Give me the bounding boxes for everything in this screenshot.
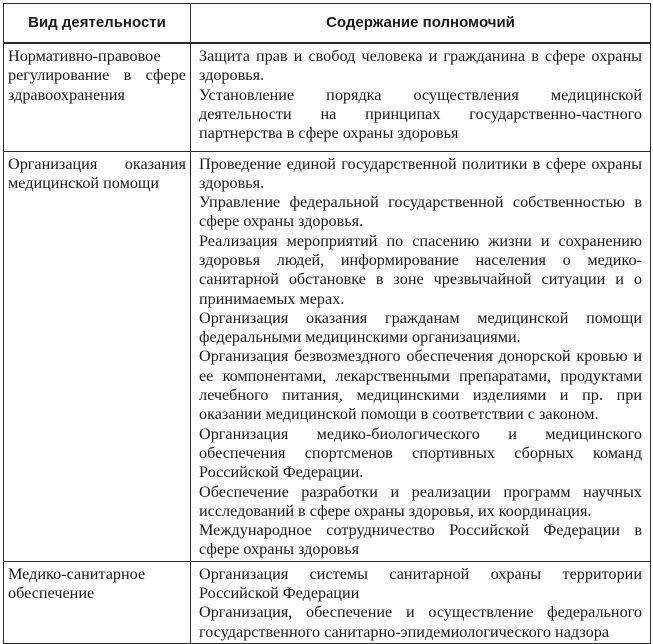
activity-cell (4, 561, 191, 643)
content-item: Организация системы санитарной охраны территории Российской Федерации (199, 564, 642, 603)
table-row (4, 151, 651, 561)
content-cell (191, 561, 651, 643)
content-item: Установление порядка осуществления медицинской деятельности на принципах государственно-частного партнерства в сфере охраны здоровья (199, 85, 642, 143)
activity-cell (4, 43, 191, 151)
activity-cell (4, 151, 191, 561)
content-item: Организация оказания гражданам медицинской помощи федеральными медицинскими организациями. (199, 308, 642, 347)
content-item: Международное сотрудничество Российской Федерации в сфере охраны здоровья (199, 521, 642, 559)
content-item: Проведение единой государственной политики в сфере охраны здоровья. (199, 154, 642, 192)
table-row (4, 43, 651, 151)
activity-label: Медико-санитарное обеспечение (8, 564, 146, 603)
content-item: Реализация мероприятий по спасению жизни и сохранению здоровья людей, информирование населения о медико-санитарной обстановке в зоне чрезвычайной ситуации и о принимаемых мерах. (199, 231, 642, 308)
content-item: Защита прав и свобод человека и гражданина в сфере охраны здоровья. (199, 47, 642, 85)
activity-label: Организация оказания медицинской помощи (8, 154, 186, 192)
content-item: Организация безвозмездного обеспечения донорской кровью и ее компонентами, лекарственными препаратами, продуктами лечебного питания, медицинскими изделиями и пр. при оказании медицинской помощи в соответствии с законом. (199, 347, 642, 424)
header-row (4, 4, 651, 44)
activity-label: Нормативно-правовое регулирование в сфере здравоохранения (8, 47, 186, 104)
table-row (4, 561, 651, 643)
header-activity: Вид деятельности (4, 4, 191, 44)
content-item: Обеспечение разработки и реализации программ научных исследований в сфере охраны здоровья, их координация. (199, 482, 642, 520)
powers-table (3, 3, 651, 644)
content-cell (191, 151, 651, 561)
header-content: Содержание полномочий (191, 4, 651, 44)
content-cell (191, 43, 651, 151)
content-item: Управление федеральной государственной собственностью в сфере охраны здоровья. (199, 193, 642, 231)
content-item: Организация, обеспечение и осуществление федерального государственного санитарно-эпидемиологического надзора (199, 603, 642, 641)
content-item: Организация медико-биологического и медицинского обеспечения спортсменов спортивных сборных команд Российской Федерации. (199, 424, 642, 482)
